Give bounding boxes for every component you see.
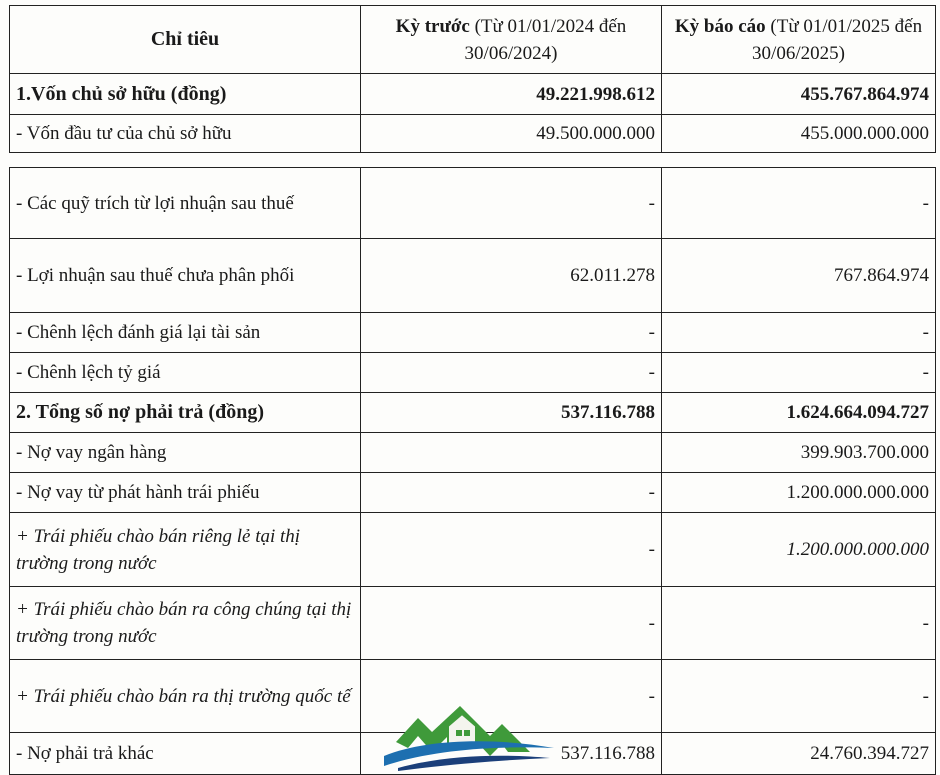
current-value: 1.200.000.000.000 <box>662 513 936 587</box>
prior-value: - <box>361 473 662 513</box>
table-row <box>10 473 936 513</box>
prior-value <box>361 433 662 473</box>
row-label: + Trái phiếu chào bán riêng lẻ tại thị trường trong nước <box>10 513 361 587</box>
prior-value: - <box>361 587 662 660</box>
current-value: - <box>662 313 936 353</box>
current-value: 455.767.864.974 <box>662 74 936 115</box>
table-row <box>10 433 936 473</box>
table-row <box>10 74 936 115</box>
prior-value: 49.500.000.000 <box>361 115 662 153</box>
table-row <box>10 168 936 239</box>
table-row <box>10 353 936 393</box>
current-value: - <box>662 353 936 393</box>
current-value: 767.864.974 <box>662 239 936 313</box>
prior-value: 62.011.278 <box>361 239 662 313</box>
header-prior-period <box>361 6 662 74</box>
table-row <box>10 587 936 660</box>
table-row <box>10 239 936 313</box>
current-value: 24.760.394.727 <box>662 733 936 775</box>
header-report-period <box>662 6 936 74</box>
wave-shape <box>398 756 550 771</box>
row-label: 2. Tổng số nợ phải trả (đồng) <box>10 393 361 433</box>
current-value: - <box>662 587 936 660</box>
prior-value: - <box>361 660 662 733</box>
financial-table-bottom <box>9 167 936 775</box>
table-row <box>10 115 936 153</box>
prior-value: - <box>361 513 662 587</box>
row-label: - Vốn đầu tư của chủ sở hữu <box>10 115 361 153</box>
row-label: - Chênh lệch đánh giá lại tài sản <box>10 313 361 353</box>
header-prior-range: (Từ 01/01/2024 đến 30/06/2024) <box>464 15 627 64</box>
row-label: - Nợ vay ngân hàng <box>10 433 361 473</box>
row-label: - Lợi nhuận sau thuế chưa phân phối <box>10 239 361 313</box>
header-indicator: Chỉ tiêu <box>10 6 361 74</box>
financial-table-top <box>9 5 936 153</box>
row-label: - Nợ vay từ phát hành trái phiếu <box>10 473 361 513</box>
prior-value: - <box>361 313 662 353</box>
prior-value: 537.116.788 <box>361 733 662 775</box>
current-value: 1.624.664.094.727 <box>662 393 936 433</box>
prior-value: - <box>361 168 662 239</box>
prior-value: 49.221.998.612 <box>361 74 662 115</box>
table-row <box>10 313 936 353</box>
header-prior-bold: Kỳ trước <box>395 15 470 37</box>
row-label: - Chênh lệch tỷ giá <box>10 353 361 393</box>
row-label: + Trái phiếu chào bán ra thị trường quốc tế <box>10 660 361 733</box>
current-value: 1.200.000.000.000 <box>662 473 936 513</box>
prior-value: - <box>361 353 662 393</box>
header-report-range: (Từ 01/01/2025 đến 30/06/2025) <box>752 15 923 64</box>
table-row <box>10 393 936 433</box>
prior-value: 537.116.788 <box>361 393 662 433</box>
window-shape <box>456 730 462 736</box>
row-label: - Nợ phải trả khác <box>10 733 361 775</box>
current-value: - <box>662 660 936 733</box>
row-label: 1.Vốn chủ sở hữu (đồng) <box>10 74 361 115</box>
header-row <box>10 6 936 74</box>
current-value: 399.903.700.000 <box>662 433 936 473</box>
window-shape <box>464 730 470 736</box>
current-value: - <box>662 168 936 239</box>
current-value: 455.000.000.000 <box>662 115 936 153</box>
row-label: + Trái phiếu chào bán ra công chúng tại thị trường trong nước <box>10 587 361 660</box>
row-label: - Các quỹ trích từ lợi nhuận sau thuế <box>10 168 361 239</box>
house-roof-logo-icon <box>378 704 558 771</box>
header-report-bold: Kỳ báo cáo <box>674 15 766 37</box>
table-row <box>10 513 936 587</box>
